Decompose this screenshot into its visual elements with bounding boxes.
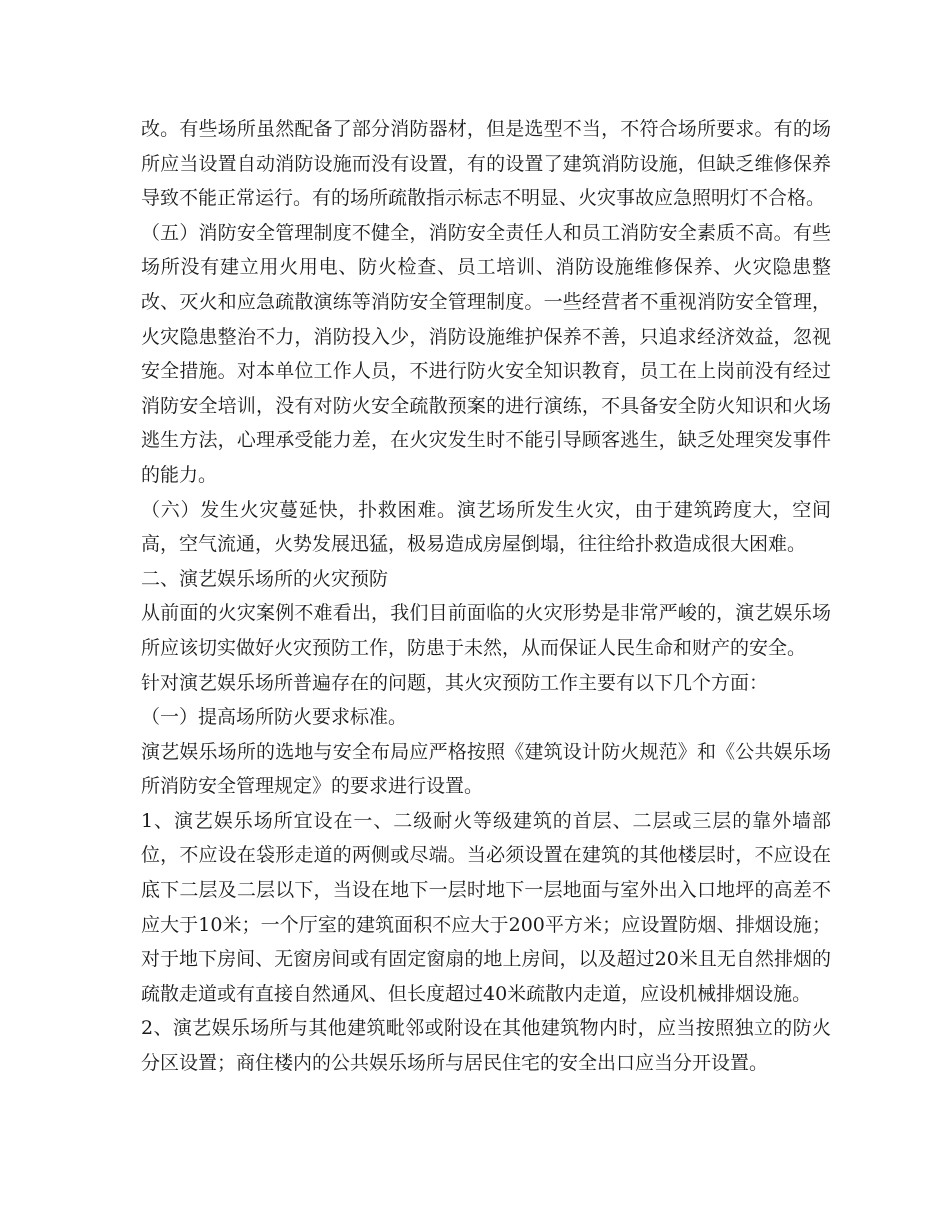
paragraph-prevention-aspects: 针对演艺娱乐场所普遍存在的问题，其火灾预防工作主要有以下几个方面：	[141, 671, 769, 694]
heading-fire-prevention: 二、演艺娱乐场所的火灾预防	[141, 567, 389, 590]
list-item-1-location: 1、演艺娱乐场所宜设在一、二级耐火等级建筑的首层、二层或三层的靠外墙部位，不应设在袋形走道的两侧或尽端。当必须设置在建筑的其他楼层时，不应设在底下二层及二层以下，当设在地下一层时地下一层地面与室外出入口地坪的高差不应大于10米；一个厅室的建筑面积不应大于200平方米；应设置防烟、排烟设施；对于地下房间、无窗房间或有固定窗扇的地上房间，以及超过20米且无自然排烟的疏散走道或有直接自然通风、但长度超过40米疏散内走道，应设机械排烟设施。	[141, 809, 831, 1005]
paragraph-section-5-management: （五）消防安全管理制度不健全，消防安全责任人和员工消防安全素质不高。有些场所没有建立用火用电、防火检查、员工培训、消防设施维修保养、火灾隐患整改、灭火和应急疏散演练等消防安全管理制度。一些经营者不重视消防安全管理，火灾隐患整治不力，消防投入少，消防设施维护保养不善，只追求经济效益，忽视安全措施。对本单位工作人员，不进行防火安全知识教育，员工在上岗前没有经过消防安全培训，没有对防火安全疏散预案的进行演练，不具备安全防火知识和火场逃生方法，心理承受能力差，在火灾发生时不能引导顾客逃生，缺乏处理突发事件的能力。	[141, 221, 831, 486]
document-body	[141, 112, 831, 1081]
paragraph-section-6-fire-spread: （六）发生火灾蔓延快，扑救困难。演艺场所发生火灾，由于建筑跨度大，空间高，空气流通，火势发展迅猛，极易造成房屋倒塌，往往给扑救造成很大困难。	[141, 498, 831, 556]
paragraph-prevention-intro: 从前面的火灾案例不难看出，我们目前面临的火灾形势是非常严峻的，演艺娱乐场所应该切实做好火灾预防工作，防患于未然，从而保证人民生命和财产的安全。	[141, 602, 831, 659]
paragraph-equipment-issues: 改。有些场所虽然配备了部分消防器材，但是选型不当，不符合场所要求。有的场所应当设置自动消防设施而没有设置，有的设置了建筑消防设施，但缺乏维修保养导致不能正常运行。有的场所疏散指示标志不明显、火灾事故应急照明灯不合格。	[141, 118, 831, 210]
subheading-raise-standards: （一）提高场所防火要求标准。	[141, 706, 408, 729]
list-item-2-fire-compartment: 2、演艺娱乐场所与其他建筑毗邻或附设在其他建筑物内时，应当按照独立的防火分区设置；商住楼内的公共娱乐场所与居民住宅的安全出口应当分开设置。	[141, 1017, 831, 1075]
paragraph-site-layout: 演艺娱乐场所的选地与安全布局应严格按照《建筑设计防火规范》和《公共娱乐场所消防安全管理规定》的要求进行设置。	[141, 740, 831, 798]
